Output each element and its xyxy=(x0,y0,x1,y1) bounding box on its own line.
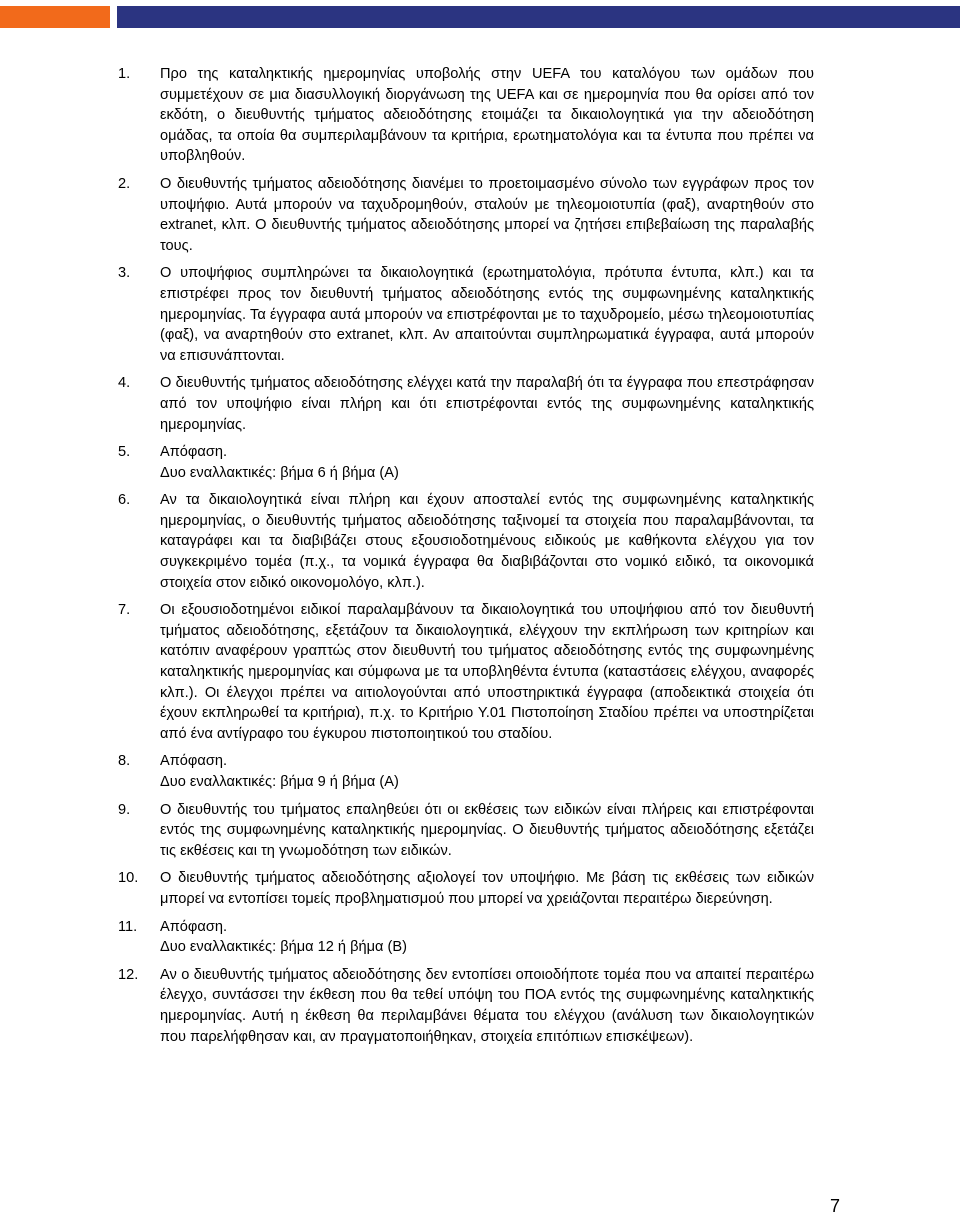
item-text xyxy=(160,64,814,167)
item-line: Ο υποψήφιος συμπληρώνει τα δικαιολογητικά (ερωτηματολόγια, πρότυπα έντυπα, κλπ.) και τα επιστρέφει προς τον διευθυντή τμήματος αδειοδότησης εντός της συμφωνημένης καταληκτικής ημερομηνίας. Τα έγγραφα αυτά μπορούν να επιστρέφονται με το ταχυδρομείο, μέσω τηλεομοιοτυπίας (φαξ), να αναρτηθούν στο extranet, κλπ. Αν απαιτούνται συμπληρωματικά έγγραφα, αυτά μπορούν να επισυνάπτονται. xyxy=(160,265,814,364)
list-item xyxy=(118,751,814,792)
item-text xyxy=(160,174,814,256)
item-line: Προ της καταληκτικής ημερομηνίας υποβολής στην UEFA του καταλόγου των ομάδων που συμμετέχουν σε μια διασυλλογική διοργάνωση της UEFA και σε ημερομηνία που θα ορίσει από τον εκδότη, ο διευθυντής τμήματος αδειοδότησης ετοιμάζει τα δικαιολογητικά για την αδειοδότηση ομάδας, τα οποία θα συμπεριλαμβάνουν τα κριτήρια, ερωτηματολόγια και τα έντυπα που πρέπει να υποβληθούν. xyxy=(160,66,814,165)
page-number: 7 xyxy=(829,1196,840,1216)
item-number: 1. xyxy=(118,66,131,82)
list-item xyxy=(118,442,814,483)
item-number: 9. xyxy=(118,801,131,818)
item-number: 5. xyxy=(118,444,131,461)
item-line: Ο διευθυντής τμήματος αδειοδότησης αξιολογεί τον υποψήφιο. Με βάση τις εκθέσεις των ειδικών μπορεί να εντοπίσει τομείς προβληματισμού που μπορεί να χρειάζονται περαιτέρω διερεύνηση. xyxy=(160,870,814,907)
item-line: Αν τα δικαιολογητικά είναι πλήρη και έχουν αποσταλεί εντός της συμφωνημένης καταληκτικής ημερομηνίας, ο διευθυντής τμήματος αδειοδότησης ταξινομεί τα στοιχεία που παραλαμβάνονται, τα καταγράφει και τα διαβιβάζει στους εξουσιοδοτημένους ειδικούς με καθήκοντα ελέγχου για τον συγκεκριμένο τομέα (π.χ., τα νομικά έγγραφα θα διαβιβάζονται στο νομικό ειδικό, τα οικονομικά στοιχεία στον ειδικό οικονομολόγο, κλπ.). xyxy=(160,492,814,591)
item-number: 6. xyxy=(118,492,131,509)
item-number: 12. xyxy=(118,966,139,983)
list-item xyxy=(118,174,814,256)
list-item xyxy=(118,490,814,593)
item-line: Αν ο διευθυντής τμήματος αδειοδότησης δεν εντοπίσει οποιοδήποτε τομέα που να απαιτεί περαιτέρω έλεγχο, συντάσσει την έκθεση που θα τεθεί υπόψη του ΠΟΑ εντός της συμφωνημένης καταληκτικής ημερομηνίας. Αυτή η έκθεση θα περιλαμβάνει θέματα του ελέγχου (ανάλυση των δικαιολογητικών που παρελήφθησαν και, αν πραγματοποιήθηκαν, στοιχεία επιτόπιων επισκέψεων). xyxy=(160,966,814,1045)
item-line: Οι εξουσιοδοτημένοι ειδικοί παραλαμβάνουν τα δικαιολογητικά του υποψήφιου από τον διευθυντή τμήματος αδειοδότησης, εξετάζουν τα δικαιολογητικά, ελέγχουν την εκπλήρωση των κριτηρίων και κατόπιν αναφέρουν γραπτώς στον διευθυντή του τμήματος αδειοδότησης εντός της συμφωνημένης καταληκτικής ημερομηνίας και σύμφωνα με τα υποβληθέντα έντυπα (καταστάσεις ελέγχου, αναφορές κλπ.). Οι έλεγχοι πρέπει να αιτιολογούνται από υποστηρικτικά έγγραφα (αποδεικτικά στοιχεία ότι έχουν εκπληρωθεί τα κριτήρια), π.χ. το Κριτήριο Υ.01 Πιστοποίηση Σταδίου πρέπει να υποστηρίζεται από ένα αντίγραφο του έγκυρου πιστοποιητικού του σταδίου. xyxy=(160,602,814,742)
decision-options: Δυο εναλλακτικές: βήμα 12 ή βήμα (Β) xyxy=(160,939,407,956)
item-number: 7. xyxy=(118,602,131,619)
item-text xyxy=(160,373,814,435)
header-bar xyxy=(0,6,960,28)
item-text xyxy=(160,751,814,792)
header-accent-block xyxy=(0,6,110,28)
item-text xyxy=(160,442,814,483)
decision-options: Δυο εναλλακτικές: βήμα 6 ή βήμα (Α) xyxy=(160,464,399,481)
list-item xyxy=(118,263,814,366)
list-item xyxy=(118,64,814,167)
item-number: 10. xyxy=(118,870,139,887)
item-line: Ο διευθυντής τμήματος αδειοδότησης ελέγχει κατά την παραλαβή ότι τα έγγραφα που επεστράφησαν από τον υποψήφιο είναι πλήρη και ότι επιστρέφονται εντός της συμφωνημένης καταληκτικής ημερομηνίας. xyxy=(160,375,814,433)
item-line: Ο διευθυντής τμήματος αδειοδότησης διανέμει το προετοιμασμένο σύνολο των εγγράφων προς τον υποψήφιο. Αυτά μπορούν να ταχυδρομηθούν, σταλούν με τηλεομοιοτυπία (φαξ), αναρτηθούν στο extranet, κλπ. Ο διευθυντής τμήματος αδειοδότησης μπορεί να ζητήσει επιβεβαίωση της παραλαβής τους. xyxy=(160,175,814,254)
procedure-list xyxy=(118,64,814,1054)
decision-options: Δυο εναλλακτικές: βήμα 9 ή βήμα (Α) xyxy=(160,774,399,790)
item-number: 8. xyxy=(118,753,131,770)
list-item xyxy=(118,868,814,909)
item-number: 3. xyxy=(118,265,131,282)
decision-label: Απόφαση. xyxy=(160,444,227,461)
item-text xyxy=(160,868,814,909)
decision-label: Απόφαση. xyxy=(160,918,227,935)
decision-label: Απόφαση. xyxy=(160,753,227,770)
item-text xyxy=(160,263,814,366)
list-item xyxy=(118,600,814,744)
item-text xyxy=(160,917,814,958)
item-number: 11. xyxy=(118,918,138,935)
item-number: 2. xyxy=(118,175,131,192)
list-item xyxy=(118,965,814,1047)
item-text xyxy=(160,965,814,1047)
item-line: Ο διευθυντής του τμήματος επαληθεύει ότι οι εκθέσεις των ειδικών είναι πλήρεις και επιστρέφονται εντός της συμφωνημένης καταληκτικής ημερομηνίας. Ο διευθυντής τμήματος αδειοδότησης εξετάζει τις εκθέσεις και τη γνωμοδότηση των ειδικών. xyxy=(160,801,814,859)
list-item xyxy=(118,917,814,958)
item-text xyxy=(160,600,814,744)
item-number: 4. xyxy=(118,375,131,392)
list-item xyxy=(118,373,814,435)
list-item xyxy=(118,800,814,862)
item-text xyxy=(160,490,814,593)
header-navy-bar xyxy=(117,6,960,28)
item-text xyxy=(160,800,814,862)
